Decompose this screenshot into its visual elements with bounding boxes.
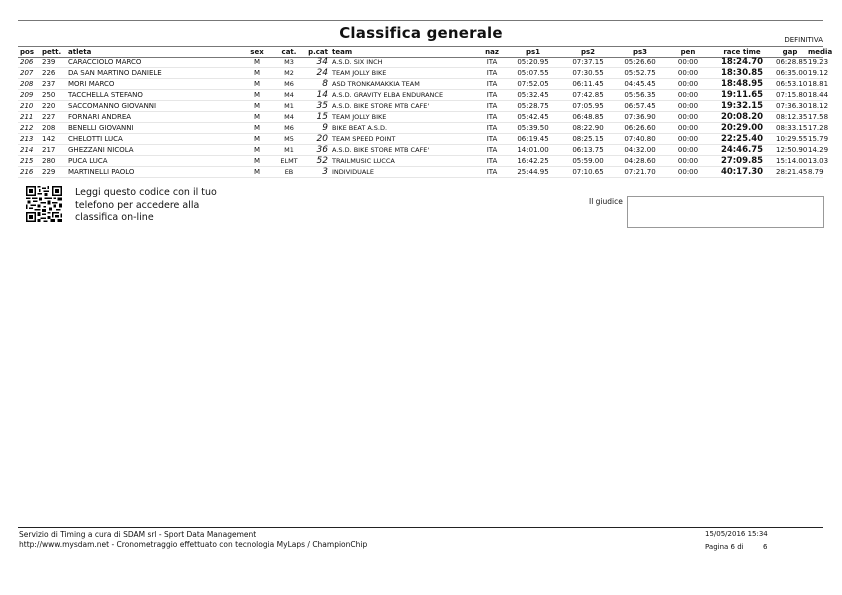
cell-race-time: 19:11.65 [710,90,774,101]
cell-sex: M [242,134,272,145]
cell-ps2: 07:30.55 [562,68,614,79]
cell-ps1: 06:19.45 [504,134,562,145]
cell-category-pos: 24 [306,68,330,79]
col-team: team [332,47,353,56]
cell-team: ASD TRONKAMAKKIA TEAM [330,79,480,90]
col-speed: media [808,47,833,56]
cell-sex: M [242,156,272,167]
col-category-pos: p.cat [308,47,328,56]
cell-category: ELMT [272,156,306,167]
cell-gap: 08:12.35 [776,113,808,121]
cell-athlete: MARTINELLI PAOLO [66,167,242,178]
cell-pos: 216 [18,167,40,178]
cell-nation: ITA [480,134,504,145]
cell-race-time: 18:48.95 [710,79,774,90]
cell-ps1: 05:28.75 [504,101,562,112]
cell-category: M4 [272,112,306,123]
cell-ps2: 08:22.90 [562,123,614,134]
col-category: cat. [281,47,297,56]
cell-ps3: 05:52.75 [614,68,666,79]
cell-bib: 208 [40,123,66,134]
cell-bib: 229 [40,167,66,178]
judge-signature-box [627,196,824,228]
cell-category: EB [272,167,306,178]
cell-ps1: 07:52.05 [504,79,562,90]
footer-website-text[interactable]: http://www.mysdam.net - Cronometraggio effettuato con tecnologia MyLaps / ChampionChip [19,540,368,549]
cell-penalty: 00:00 [666,57,710,68]
cell-race-time: 27:09.85 [710,156,774,167]
cell-penalty: 00:00 [666,134,710,145]
cell-bib: 280 [40,156,66,167]
page-title: Classifica generale [339,24,503,42]
cell-nation: ITA [480,101,504,112]
cell-ps3: 06:57.45 [614,101,666,112]
cell-team: TRAILMUSIC LUCCA [330,156,480,167]
cell-speed: 18.81 [808,80,829,88]
cell-athlete: TACCHELLA STEFANO [66,90,242,101]
cell-race-time: 18:30.85 [710,68,774,79]
cell-ps3: 05:26.60 [614,57,666,68]
cell-team: TEAM SPEED POINT [330,134,480,145]
cell-pos: 206 [18,57,40,68]
cell-team: A.S.D. BIKE STORE MTB CAFE' [330,145,480,156]
cell-penalty: 00:00 [666,145,710,156]
cell-speed: 18.12 [808,102,829,110]
cell-category: M5 [272,134,306,145]
cell-nation: ITA [480,123,504,134]
col-athlete: atleta [68,47,92,56]
cell-ps3: 07:36.90 [614,112,666,123]
cell-sex: M [242,112,272,123]
table-row [18,123,823,134]
cell-ps2: 07:05.95 [562,101,614,112]
cell-ps2: 06:13.75 [562,145,614,156]
cell-pos: 207 [18,68,40,79]
table-row [18,112,823,123]
cell-bib: 237 [40,79,66,90]
col-race-time: race time [723,47,761,56]
cell-speed: 13.03 [808,157,829,165]
footer-page-label: Pagina 6 di [705,543,744,551]
cell-ps1: 05:32.45 [504,90,562,101]
cell-penalty: 00:00 [666,68,710,79]
cell-sex: M [242,167,272,178]
cell-race-time: 22:25.40 [710,134,774,145]
cell-team: A.S.D. GRAVITY ELBA ENDURANCE [330,90,480,101]
cell-category-pos: 36 [306,145,330,156]
results-table [18,46,833,178]
cell-athlete: DA SAN MARTINO DANIELE [66,68,242,79]
cell-nation: ITA [480,112,504,123]
table-row [18,79,823,90]
cell-pos: 209 [18,90,40,101]
cell-pos: 215 [18,156,40,167]
table-row [18,57,823,68]
col-pos: pos [20,47,34,56]
cell-sex: M [242,90,272,101]
cell-ps3: 06:26.60 [614,123,666,134]
qr-text-line: classifica on-line [75,212,154,223]
cell-athlete: FORNARI ANDREA [66,112,242,123]
cell-race-time: 40:17.30 [710,167,774,178]
cell-sex: M [242,57,272,68]
cell-category-pos: 14 [306,90,330,101]
cell-category-pos: 8 [306,79,330,90]
cell-nation: ITA [480,57,504,68]
cell-team: INDIVIDUALE [330,167,480,178]
cell-race-time: 20:08.20 [710,112,774,123]
cell-speed: 18.44 [808,91,829,99]
cell-category: M3 [272,57,306,68]
cell-nation: ITA [480,167,504,178]
cell-bib: 220 [40,101,66,112]
col-nation: naz [485,47,499,56]
cell-sex: M [242,68,272,79]
cell-ps2: 06:48.85 [562,112,614,123]
cell-speed: 19.23 [808,58,829,66]
cell-pos: 208 [18,79,40,90]
table-row [18,68,823,79]
qr-text-line: Leggi questo codice con il tuo [75,187,217,198]
cell-sex: M [242,123,272,134]
cell-ps3: 04:32.00 [614,145,666,156]
cell-bib: 227 [40,112,66,123]
col-ps1: ps1 [525,47,541,56]
cell-ps2: 07:37.15 [562,57,614,68]
cell-athlete: BENELLI GIOVANNI [66,123,242,134]
cell-ps2: 08:25.15 [562,134,614,145]
cell-gap: 07:36.30 [776,102,808,110]
cell-category: M6 [272,79,306,90]
cell-ps1: 05:20.95 [504,57,562,68]
cell-athlete: CARACCIOLO MARCO [66,57,242,68]
cell-ps3: 04:45.45 [614,79,666,90]
footer-rule [18,527,823,528]
cell-ps1: 05:07.55 [504,68,562,79]
cell-athlete: SACCOMANNO GIOVANNI [66,101,242,112]
cell-athlete: PUCA LUCA [66,156,242,167]
cell-sex: M [242,101,272,112]
cell-category: M6 [272,123,306,134]
cell-category-pos: 3 [306,167,330,178]
cell-penalty: 00:00 [666,156,710,167]
footer-datetime: 15/05/2016 15:34 [705,530,768,538]
status-label: DEFINITIVA [784,36,823,44]
col-penalty: pen [680,47,696,56]
cell-race-time: 18:24.70 [710,57,774,68]
cell-speed: 14.29 [808,146,829,154]
cell-speed: 17.58 [808,113,829,121]
cell-penalty: 00:00 [666,90,710,101]
table-row [18,145,823,156]
cell-penalty: 00:00 [666,112,710,123]
cell-bib: 250 [40,90,66,101]
cell-ps1: 05:39.50 [504,123,562,134]
cell-category: M2 [272,68,306,79]
cell-team: A.S.D. SIX INCH [330,57,480,68]
cell-athlete: CHELOTTI LUCA [66,134,242,145]
cell-pos: 210 [18,101,40,112]
cell-gap: 28:21.45 [776,168,808,176]
table-row [18,90,823,101]
qr-text-line: telefono per accedere alla [75,199,200,211]
table-row [18,167,823,178]
qr-instructions [75,187,217,225]
cell-category-pos: 20 [306,134,330,145]
cell-gap: 15:14.00 [776,157,808,165]
col-sex: sex [250,47,264,56]
cell-bib: 142 [40,134,66,145]
cell-athlete: MORI MARCO [66,79,242,90]
cell-nation: ITA [480,79,504,90]
cell-ps1: 25:44.95 [504,167,562,178]
cell-penalty: 00:00 [666,123,710,134]
cell-team: TEAM JOLLY BIKE [330,112,480,123]
cell-penalty: 00:00 [666,101,710,112]
cell-gap: 12:50.90 [776,146,808,154]
table-header-row [18,46,823,57]
cell-team: BIKE BEAT A.S.D. [330,123,480,134]
cell-penalty: 00:00 [666,79,710,90]
cell-race-time: 19:32.15 [710,101,774,112]
judge-label: Il giudice [589,197,623,206]
cell-speed: 8.79 [808,168,824,176]
cell-ps2: 07:42.85 [562,90,614,101]
cell-category: M1 [272,101,306,112]
qr-code-icon[interactable] [26,186,62,222]
cell-ps3: 05:56.35 [614,90,666,101]
cell-speed: 19.12 [808,69,829,77]
table-row [18,134,823,145]
cell-ps2: 07:10.65 [562,167,614,178]
cell-ps3: 07:21.70 [614,167,666,178]
cell-category: M1 [272,145,306,156]
footer-service-text: Servizio di Timing a cura di SDAM srl - Sport Data Management [19,530,257,539]
cell-category: M4 [272,90,306,101]
cell-speed: 17.28 [808,124,829,132]
cell-nation: ITA [480,156,504,167]
cell-team: A.S.D. BIKE STORE MTB CAFE' [330,101,480,112]
cell-gap: 07:15.80 [776,91,808,99]
cell-gap: 10:29.55 [776,135,808,143]
cell-category-pos: 15 [306,112,330,123]
cell-pos: 211 [18,112,40,123]
cell-nation: ITA [480,90,504,101]
cell-ps3: 04:28.60 [614,156,666,167]
cell-ps3: 07:40.80 [614,134,666,145]
table-row [18,101,823,112]
table-row [18,156,823,167]
cell-ps2: 05:59.00 [562,156,614,167]
cell-pos: 214 [18,145,40,156]
cell-sex: M [242,79,272,90]
cell-nation: ITA [480,145,504,156]
cell-bib: 239 [40,57,66,68]
col-ps3: ps3 [632,47,648,56]
cell-sex: M [242,145,272,156]
cell-ps1: 16:42.25 [504,156,562,167]
cell-penalty: 00:00 [666,167,710,178]
cell-gap: 06:28.85 [776,58,808,66]
cell-bib: 226 [40,68,66,79]
cell-category-pos: 52 [306,156,330,167]
top-rule [18,20,823,21]
cell-category-pos: 35 [306,101,330,112]
cell-ps2: 06:11.45 [562,79,614,90]
cell-team: TEAM JOLLY BIKE [330,68,480,79]
cell-speed: 15.79 [808,135,829,143]
col-bib: pett. [42,47,62,56]
cell-category-pos: 9 [306,123,330,134]
cell-category-pos: 34 [306,57,330,68]
cell-gap: 06:53.10 [776,80,808,88]
cell-race-time: 24:46.75 [710,145,774,156]
footer-page-total: 6 [763,543,768,551]
cell-gap: 08:33.15 [776,124,808,132]
col-ps2: ps2 [580,47,596,56]
cell-pos: 212 [18,123,40,134]
cell-bib: 217 [40,145,66,156]
cell-ps1: 14:01.00 [504,145,562,156]
cell-ps1: 05:42.45 [504,112,562,123]
cell-pos: 213 [18,134,40,145]
cell-gap: 06:35.00 [776,69,808,77]
cell-athlete: GHEZZANI NICOLA [66,145,242,156]
cell-nation: ITA [480,68,504,79]
cell-race-time: 20:29.00 [710,123,774,134]
col-gap: gap [782,47,798,56]
